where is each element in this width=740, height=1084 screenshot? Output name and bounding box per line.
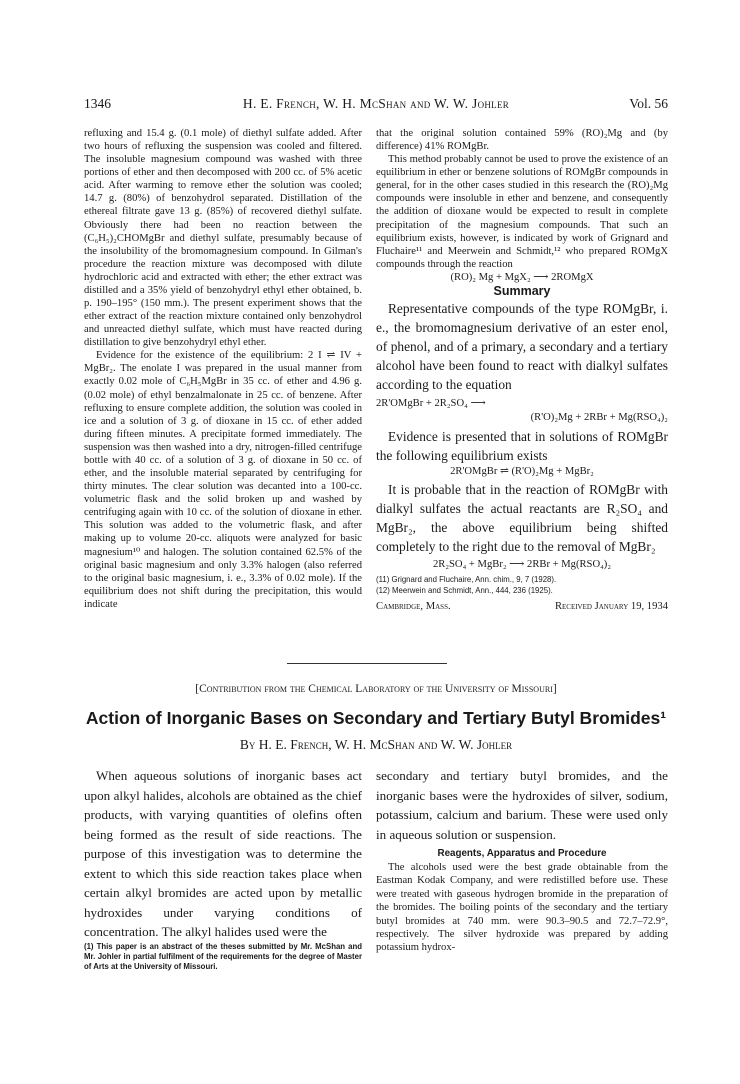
equation: (R'O)₂Mg + 2RBr + Mg(RSO₄)₂ xyxy=(530,411,668,423)
paragraph: secondary and tertiary butyl bromides, and the inorganic bases were the hydroxides of silver, sodium, potassium, calcium and barium. These were used only in aqueous solution or suspension. xyxy=(376,768,668,842)
paragraph: Evidence for the existence of the equilibrium: 2 I ⇌ IV + MgBr₂. The enolate I was prepared in the usual manner from exactly 0.02 mole of C₆H₅MgBr in 35 cc. of ether and 4.96 g. (0.02 mole) of ethyl benzalmalonate in 25 cc. of benzene. After refluxing to ensure complete addition, the solution was cooled in ice and a solution of 3 g. of dioxane in 15 cc. of ether added during fifteen minutes. A precipitate formed immediately. The suspension was then washed into a dry, nitrogen-filled centrifuge bottle with 40 cc. of a solution of 3 g. of dioxane in 50 cc. of ether, and the insoluble material separated by centrifuging for thirty minutes. The clear solution was decanted into a 100-cc. volumetric flask and the solid broken up and washed by centrifuging again with 10 cc. of the solution of dioxane in ether. This solution was added to the volumetric flask, and after making up to volume 20-cc. aliquots were analyzed for basic magnesium¹⁰ and halogen. The solution contained 62.5% of the original basic magnesium and only 3.3% halogen (also referred to the original basic magnesium, i. e., 3.3% of 0.02 mole). If the equilibrium does not shift during the precipitation, this would indicate xyxy=(84,350,362,610)
volume-label: Vol. 56 xyxy=(629,96,668,111)
running-title: H. E. French, W. H. McShan and W. W. Johler xyxy=(242,96,510,111)
equation: (RO)₂ Mg + MgX₂ ⟶ 2ROMgX xyxy=(450,271,594,283)
subsection-heading: Reagents, Apparatus and Procedure xyxy=(437,848,607,859)
paragraph: This method probably cannot be used to prove the existence of an equilibrium in ether or benzene solutions of ROMgBr compounds in general, for in the other cases studied in this research the (RO)₂Mg compounds were insoluble in ether and benzene, and consequently the addition of dioxane would be expected to result in complete precipitation of the magnesium compounds. That such an equilibrium exists, however, is indicated by work of Grignard and Fluchaire¹¹ and Meerwein and Schmidt,¹² who prepared ROMgX compounds through the reaction xyxy=(376,154,668,270)
equation: 2R'OMgBr + 2R₂SO₄ ⟶ xyxy=(376,398,486,410)
right-column-bottom xyxy=(376,766,668,955)
contribution-line: [Contribution from the Chemical Laboratory of the University of Missouri] xyxy=(195,683,557,695)
section-divider xyxy=(287,663,447,664)
paragraph: that the original solution contained 59% (RO)₂Mg and (by difference) 41% ROMgBr. xyxy=(376,128,668,153)
summary-paragraph: Evidence is presented that in solutions of ROMgBr the following equilibrium exists xyxy=(376,428,668,463)
byline: By H. E. French, W. H. McShan and W. W. Johler xyxy=(239,737,513,752)
summary-heading: Summary xyxy=(493,283,551,298)
left-column-top xyxy=(84,127,362,611)
footnote: (1) This paper is an abstract of the theses submitted by Mr. McShan and Mr. Johler in partial fulfilment of the requirements for the degree of Master of Arts at the University of Missouri. xyxy=(84,941,362,971)
running-header xyxy=(84,96,668,116)
footnote: (12) Meerwein and Schmidt, Ann., 444, 236 (1925). xyxy=(376,585,553,595)
equation: 2R₂SO₄ + MgBr₂ ⟶ 2RBr + Mg(RSO₄)₂ xyxy=(432,559,612,571)
left-column-bottom xyxy=(84,766,362,972)
paragraph: refluxing and 15.4 g. (0.1 mole) of diethyl sulfate added. After two hours of refluxing the suspension was cooled and filtered. The insoluble magnesium compound was washed with three portions of ether and then decomposed with 200 cc. of 5% acetic acid. After warming to remove ether the solution was cooled; 14.7 g. (80%) of benzohydrol separated. Distillation of the ethereal filtrate gave 13 g. (85%) of recovered diethyl sulfate. Obviously there had been no reaction between the (C₆H₅)₂CHOMgBr and diethyl sulfate, presumably because of the insolubility of the bromomagnesium compound. In Gilman's procedure the reaction mixture was decomposed with dilute hydrochloric acid and extracted with ether; the ether extract was distilled and a 35% yield of benzohydryl ethyl ether obtained, b. p. 190–195° (150 mm.). The present experiment shows that the ether extract of the reaction mixture contained only benzohydrol and unreacted diethyl sulfate, which must have reacted during distillation to give benzohydryl ethyl ether. xyxy=(84,128,362,349)
paragraph: The alcohols used were the best grade obtainable from the Eastman Kodak Company, and were redistilled before use. These were treated with gaseous hydrogen bromide in the preparation of the bromides. The boiling points of the secondary and the tertiary butyl bromides at 740 mm. were 90.3–90.5 and 72.7–72.9°, respectively. The silver hydroxide was prepared by adding potassium hydrox- xyxy=(376,862,668,954)
signature-line xyxy=(376,600,668,613)
footnote: (11) Grignard and Fluchaire, Ann. chim., 9, 7 (1928). xyxy=(376,575,557,585)
paragraph: When aqueous solutions of inorganic bases act upon alkyl halides, alcohols are obtained as the chief products, with varying quantities of olefins often being formed as the result of side reactions. The purpose of this investigation was to determine the extent to which this side reaction takes place when certain alkyl bromides are acted upon by metallic hydroxides under varying conditions of concentration. The alkyl halides used were the xyxy=(84,768,362,939)
received-date: Received January 19, 1934 xyxy=(554,601,668,613)
summary-paragraph: Representative compounds of the type ROMgBr, i. e., the bromomagnesium derivative of an ester enol, of phenol, and of a primary, a secondary and a tertiary alcohol have been found to react with dialkyl sulfates according to the equation xyxy=(376,301,668,393)
page-number: 1346 xyxy=(84,96,111,111)
right-column-top xyxy=(376,127,668,613)
equation: 2R'OMgBr ⇌ (R'O)₂Mg + MgBr₂ xyxy=(450,465,594,477)
location: Cambridge, Mass. xyxy=(376,601,451,613)
article-title: Action of Inorganic Bases on Secondary and Tertiary Butyl Bromides¹ xyxy=(85,708,667,728)
summary-paragraph: It is probable that in the reaction of ROMgBr with dialkyl sulfates the actual reactants are R₂SO₄ and MgBr₂, the above equilibrium being shifted completely to the right due to the removal of MgBr₂ xyxy=(376,481,668,555)
